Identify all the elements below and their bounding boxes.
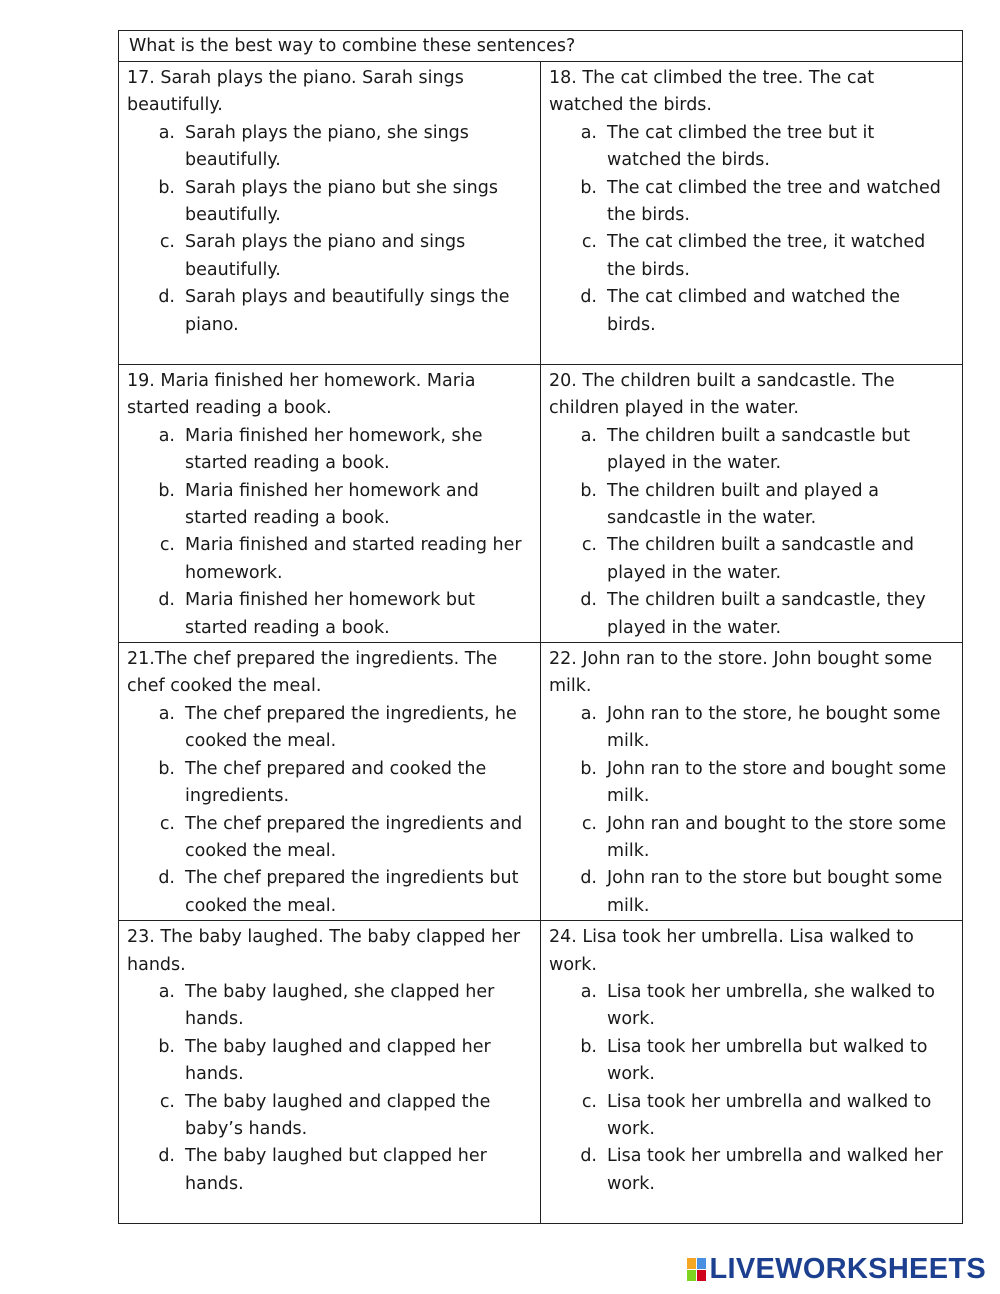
option-letter: a. — [580, 122, 597, 143]
option-letter: a. — [158, 703, 175, 724]
option-letter: a. — [158, 425, 175, 446]
answer-option[interactable] — [549, 229, 952, 284]
option-letter: d. — [158, 590, 175, 611]
answer-option[interactable] — [549, 979, 952, 1034]
option-letter: d. — [158, 1146, 175, 1167]
option-letter: b. — [580, 1036, 597, 1057]
question-prompt: 19. Maria finished her homework. Maria started reading a book. — [127, 371, 476, 419]
option-text: The cat climbed and watched the birds. — [607, 287, 901, 335]
answer-option[interactable] — [549, 587, 952, 642]
question-cell — [541, 921, 963, 1224]
question-prompt: 21.The chef prepared the ingredients. The chef cooked the meal. — [127, 649, 498, 697]
answer-option[interactable] — [549, 811, 952, 866]
answer-option[interactable] — [549, 701, 952, 756]
answer-option[interactable] — [549, 120, 952, 175]
option-text: Lisa took her umbrella, she walked to work. — [607, 981, 935, 1030]
option-text: The children built and played a sandcastle in the water. — [607, 480, 879, 529]
option-letter: b. — [158, 1036, 175, 1057]
question-cell — [541, 365, 963, 643]
answer-options — [549, 423, 952, 642]
option-text: Lisa took her umbrella but walked to work. — [607, 1036, 928, 1085]
option-text: The baby laughed and clapped her hands. — [185, 1036, 491, 1085]
option-text: John ran to the store but bought some milk. — [607, 868, 943, 916]
option-letter: d. — [580, 1146, 597, 1167]
option-text: John ran and bought to the store some milk. — [607, 813, 947, 861]
option-text: Maria finished her homework but started reading a book. — [185, 590, 475, 638]
answer-option[interactable] — [127, 1034, 530, 1089]
question-prompt: 24. Lisa took her umbrella. Lisa walked to work. — [549, 927, 914, 975]
question-cell — [541, 643, 963, 921]
option-letter: b. — [580, 480, 597, 501]
question-prompt: 18. The cat climbed the tree. The cat watched the birds. — [549, 68, 875, 116]
option-letter: a. — [580, 425, 597, 446]
option-letter: c. — [581, 535, 597, 556]
answer-option[interactable] — [549, 756, 952, 811]
option-letter: c. — [581, 232, 597, 253]
option-text: The baby laughed but clapped her hands. — [185, 1146, 487, 1194]
liveworksheets-logo-icon — [687, 1258, 707, 1282]
answer-option[interactable] — [127, 979, 530, 1034]
option-letter: a. — [580, 981, 597, 1002]
answer-option[interactable] — [127, 587, 530, 642]
liveworksheets-brand — [687, 1253, 987, 1286]
option-text: Sarah plays the piano and sings beautifully. — [185, 232, 466, 280]
option-letter: a. — [580, 703, 597, 724]
option-text: The cat climbed the tree and watched the birds. — [607, 177, 941, 226]
answer-option[interactable] — [549, 175, 952, 230]
question-cell — [119, 643, 541, 921]
option-letter: a. — [158, 122, 175, 143]
option-letter: c. — [159, 813, 175, 834]
option-text: Sarah plays the piano, she sings beautifully. — [185, 122, 469, 171]
option-letter: b. — [158, 177, 175, 198]
answer-option[interactable] — [549, 1143, 952, 1198]
answer-option[interactable] — [549, 1034, 952, 1089]
option-letter: d. — [580, 287, 597, 308]
question-prompt: 23. The baby laughed. The baby clapped her hands. — [127, 927, 521, 975]
answer-option[interactable] — [127, 1143, 530, 1198]
option-text: Maria finished her homework, she started reading a book. — [185, 425, 483, 474]
answer-options — [549, 120, 952, 339]
question-cell — [541, 62, 963, 365]
option-letter: d. — [158, 868, 175, 889]
option-text: The children built a sandcastle but played in the water. — [607, 425, 911, 474]
option-letter: c. — [581, 813, 597, 834]
option-text: The chef prepared the ingredients, he cooked the meal. — [185, 703, 517, 752]
question-prompt: 17. Sarah plays the piano. Sarah sings beautifully. — [127, 68, 464, 116]
option-text: John ran to the store and bought some milk. — [607, 758, 947, 807]
option-letter: b. — [580, 177, 597, 198]
option-text: The chef prepared and cooked the ingredients. — [185, 758, 487, 807]
answer-option[interactable] — [127, 175, 530, 230]
option-text: Lisa took her umbrella and walked to work. — [607, 1091, 932, 1139]
option-text: The children built a sandcastle and played in the water. — [607, 535, 915, 583]
answer-option[interactable] — [127, 1089, 530, 1144]
answer-options — [127, 701, 530, 920]
answer-option[interactable] — [549, 284, 952, 339]
option-text: The chef prepared the ingredients but cooked the meal. — [185, 868, 519, 916]
option-letter: c. — [159, 535, 175, 556]
answer-option[interactable] — [127, 701, 530, 756]
question-cell — [119, 921, 541, 1224]
option-letter: c. — [159, 232, 175, 253]
option-letter: b. — [158, 480, 175, 501]
option-text: The children built a sandcastle, they played in the water. — [607, 590, 926, 638]
answer-option[interactable] — [549, 1089, 952, 1144]
option-letter: b. — [158, 758, 175, 779]
option-text: Maria finished her homework and started reading a book. — [185, 480, 479, 529]
option-letter: a. — [158, 981, 175, 1002]
answer-option[interactable] — [127, 532, 530, 587]
question-prompt: 20. The children built a sandcastle. The children played in the water. — [549, 371, 895, 419]
answer-option[interactable] — [127, 120, 530, 175]
answer-options — [549, 979, 952, 1198]
instructions-header: What is the best way to combine these sentences? — [119, 31, 963, 62]
option-letter: d. — [580, 868, 597, 889]
option-text: Sarah plays the piano but she sings beautifully. — [185, 177, 498, 226]
answer-option[interactable] — [549, 423, 952, 478]
answer-option[interactable] — [127, 229, 530, 284]
option-text: Maria finished and started reading her homework. — [185, 535, 522, 583]
option-letter: b. — [580, 758, 597, 779]
option-letter: d. — [158, 287, 175, 308]
question-cell — [119, 365, 541, 643]
answer-option[interactable] — [127, 756, 530, 811]
option-text: The baby laughed and clapped the baby’s hands. — [185, 1091, 491, 1139]
option-text: The chef prepared the ingredients and cooked the meal. — [185, 813, 523, 861]
option-text: Lisa took her umbrella and walked her work. — [607, 1146, 943, 1194]
option-letter: c. — [159, 1091, 175, 1112]
question-prompt: 22. John ran to the store. John bought some milk. — [549, 649, 933, 697]
answer-option[interactable] — [127, 423, 530, 478]
option-text: The cat climbed the tree but it watched the birds. — [607, 122, 875, 171]
answer-option[interactable] — [127, 865, 530, 920]
answer-option[interactable] — [549, 532, 952, 587]
option-text: The cat climbed the tree, it watched the birds. — [607, 232, 926, 280]
answer-options — [549, 701, 952, 920]
option-text: The baby laughed, she clapped her hands. — [185, 981, 495, 1030]
worksheet-table — [118, 30, 963, 1224]
brand-name: LIVEWORKSHEETS — [709, 1253, 986, 1285]
answer-options — [127, 423, 530, 642]
option-letter: c. — [581, 1091, 597, 1112]
question-cell — [119, 62, 541, 365]
answer-option[interactable] — [127, 478, 530, 533]
option-text: Sarah plays and beautifully sings the piano. — [185, 287, 510, 335]
option-letter: d. — [580, 590, 597, 611]
answer-option[interactable] — [549, 865, 952, 920]
answer-option[interactable] — [127, 284, 530, 339]
answer-options — [127, 120, 530, 339]
answer-option[interactable] — [127, 811, 530, 866]
answer-options — [127, 979, 530, 1198]
option-text: John ran to the store, he bought some milk. — [607, 703, 941, 752]
answer-option[interactable] — [549, 478, 952, 533]
